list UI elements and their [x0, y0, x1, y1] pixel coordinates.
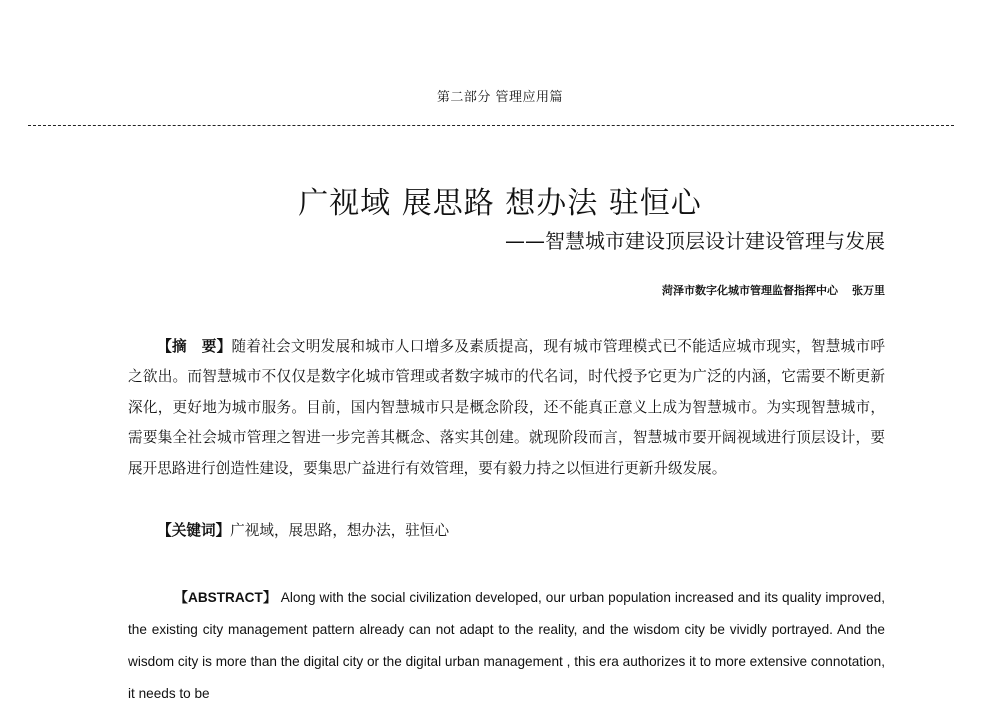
abstract-en-text: Along with the social civilization developed, our urban population increased and its quality improved, the existing city management pattern already can not adapt to the reality, and the wisdom city be vividly portrayed. And the wisdom city is more than the digital city or the digital urban management , this era authorizes it to more extensive connotation, it needs to be	[128, 590, 886, 701]
keywords-text: 广视域，展思路，想办法，驻恒心	[230, 522, 450, 539]
author-affiliation: 菏泽市数字化城市管理监督指挥中心	[662, 284, 838, 297]
article-subtitle: ——智慧城市建设顶层设计建设管理与发展	[505, 229, 885, 253]
abstract-cn-text: 随着社会文明发展和城市人口增多及素质提高，现有城市管理模式已不能适应城市现实，智慧城市呼之欲出。而智慧城市不仅仅是数字化城市管理或者数字城市的代名词，时代授予它更为广泛的内涵，它需要不断更新深化，更好地为城市服务。目前，国内智慧城市只是概念阶段，还不能真正意义上成为智慧城市。为实现智慧城市，需要集全社会城市管理之智进一步完善其概念、落实其创建。就现阶段而言，智慧城市要开阔视域进行顶层设计，要展开思路进行创造性建设，要集思广益进行有效管理，要有毅力持之以恒进行更新升级发展。	[128, 338, 885, 477]
abstract-cn	[128, 332, 885, 484]
abstract-en	[128, 582, 885, 710]
running-header: 第二部分 管理应用篇	[436, 90, 564, 105]
author-name: 张万里	[852, 284, 885, 297]
keywords-label: 【关键词】	[157, 522, 231, 539]
header-rule	[28, 125, 954, 126]
abstract-cn-label: 【摘 要】	[157, 338, 232, 355]
author-line	[662, 282, 885, 298]
abstract-en-label: 【ABSTRACT】	[174, 590, 277, 605]
keywords	[128, 519, 885, 540]
article-title: 广视域 展思路 想办法 驻恒心	[298, 186, 702, 221]
